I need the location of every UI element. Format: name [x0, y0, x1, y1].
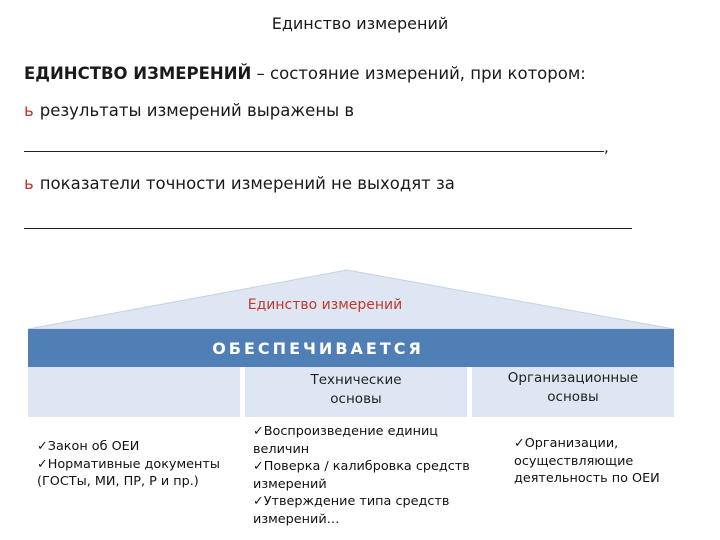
technical-heading: Технические основы	[310, 372, 402, 407]
band-label: ОБЕСПЕЧИВАЕТСЯ	[212, 339, 424, 358]
list-line: величин	[253, 441, 310, 457]
pillar-legal	[28, 367, 240, 417]
list-line: ✓Организации,	[514, 436, 619, 451]
list-item: ✓Закон об ОЕИ	[37, 439, 140, 454]
list-item-continuation: (ГОСТы, МИ, ПР, Р и пр.)	[37, 474, 199, 489]
checkmark-icon: ✓	[253, 424, 264, 439]
list-line: деятельность по ОЕИ	[514, 471, 660, 486]
blank-line-comma: ,	[604, 138, 609, 156]
checkmark-icon: ✓	[253, 459, 264, 474]
list-line: ✓Воспроизведение единиц	[253, 424, 439, 439]
organizational-heading: Организационные основы	[507, 370, 639, 405]
checkmark-icon: ✓	[37, 456, 48, 472]
slide-title: Единство измерений	[271, 14, 449, 33]
bullet-marker-icon: ь	[24, 101, 34, 120]
list-line: измерений…	[253, 511, 340, 527]
bullet-text: показатели точности измерений не выходят за	[39, 174, 455, 193]
checkmark-icon: ✓	[37, 439, 48, 454]
definition-term: ЕДИНСТВО ИЗМЕРЕНИЙ	[24, 64, 252, 83]
list-item: ✓Нормативные документы	[37, 456, 220, 472]
list-line: ✓Поверка / калибровка средств	[253, 459, 470, 474]
technical-list	[253, 423, 478, 528]
definition-rest: – состояние измерений, при котором:	[251, 64, 586, 83]
list-line: осуществляющие	[514, 453, 634, 469]
bullet-text: результаты измерений выражены в	[39, 101, 355, 120]
bullet-marker-icon: ь	[24, 174, 34, 193]
list-line: ✓Утверждение типа средств	[253, 494, 450, 509]
list-line: измерений	[253, 476, 327, 492]
legal-list	[37, 438, 237, 491]
organizational-list	[514, 435, 679, 488]
checkmark-icon: ✓	[253, 494, 264, 509]
checkmark-icon: ✓	[514, 436, 525, 451]
roof-label: Единство измерений	[247, 297, 403, 313]
